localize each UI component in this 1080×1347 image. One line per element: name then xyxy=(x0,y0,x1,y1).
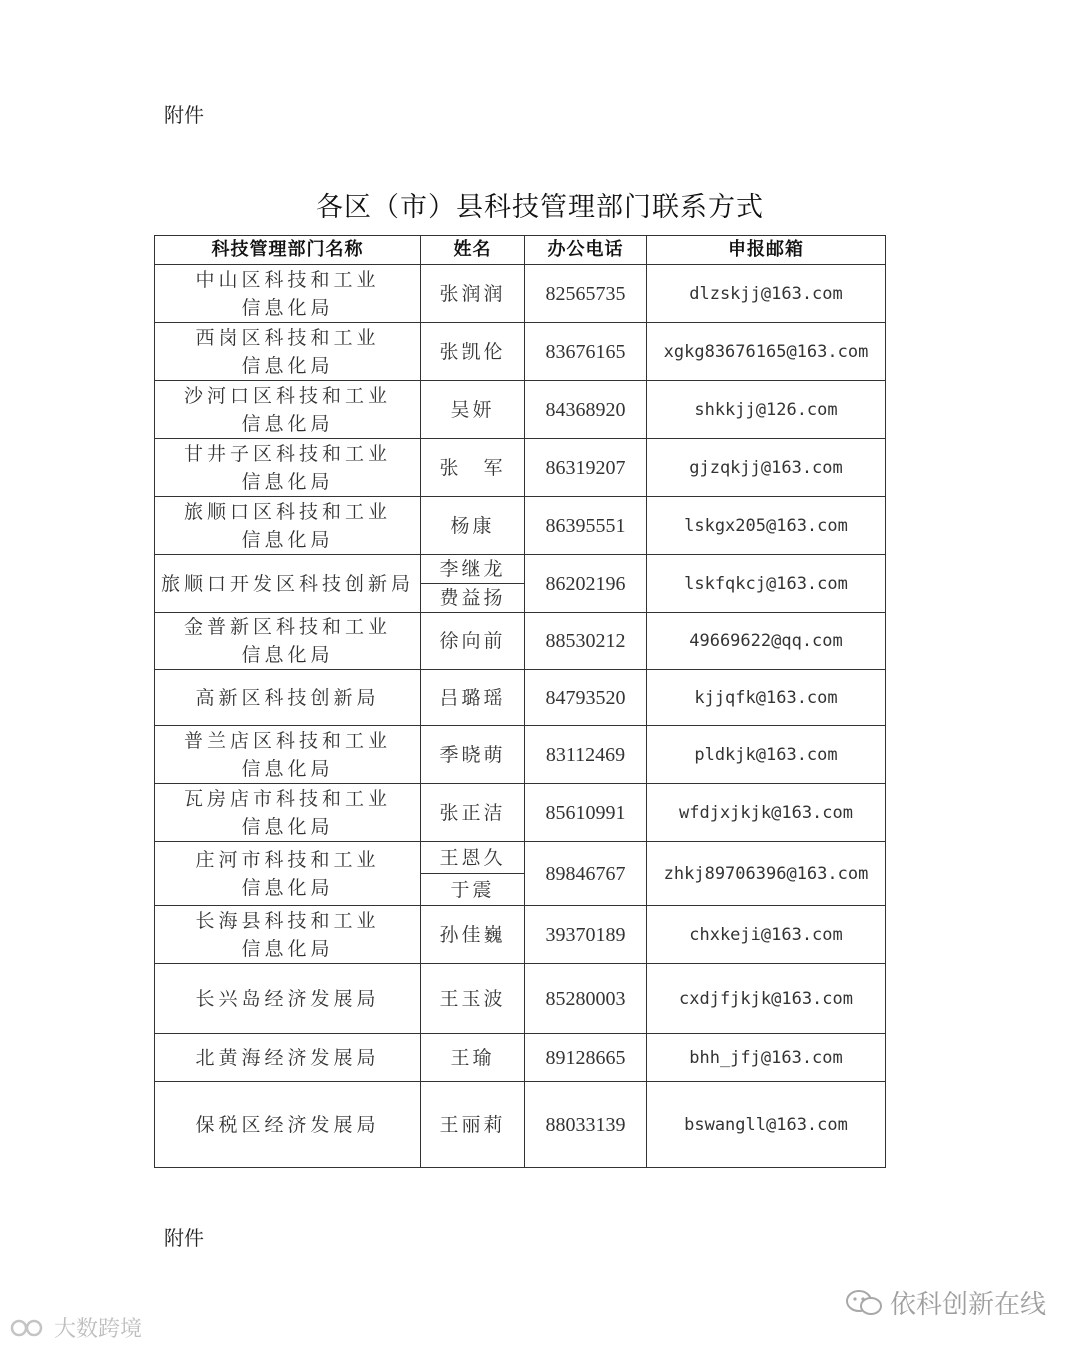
name-cell: 费益扬 xyxy=(421,584,525,613)
name-cell: 吴妍 xyxy=(421,381,525,439)
name-cell: 王丽莉 xyxy=(421,1082,525,1168)
dept-line: 信息化局 xyxy=(241,937,334,960)
header-dept: 科技管理部门名称 xyxy=(155,236,421,265)
phone-cell: 86202196 xyxy=(525,555,647,613)
table-row xyxy=(155,964,886,1034)
name-cell: 张凯伦 xyxy=(421,323,525,381)
name-cell: 季晓萌 xyxy=(421,726,525,784)
dept-line: 信息化局 xyxy=(241,815,334,838)
dept-cell xyxy=(155,1082,421,1168)
dept-line: 沙河口区科技和工业 xyxy=(183,384,391,407)
table-row xyxy=(155,265,886,323)
table-row xyxy=(155,555,886,584)
dept-line: 瓦房店市科技和工业 xyxy=(183,787,391,810)
dept-cell xyxy=(155,670,421,726)
dept-cell xyxy=(155,497,421,555)
name-cell: 张正洁 xyxy=(421,784,525,842)
email-cell: bhh_jfj@163.com xyxy=(647,1034,886,1082)
dept-cell xyxy=(155,842,421,906)
logo-icon xyxy=(10,1317,50,1339)
email-cell: xgkg83676165@163.com xyxy=(647,323,886,381)
phone-cell: 85610991 xyxy=(525,784,647,842)
attachment-label: 附件 xyxy=(164,103,204,127)
email-cell: cxdjfjkjk@163.com xyxy=(647,964,886,1034)
table-row xyxy=(155,323,886,381)
email-cell: wfdjxjkjk@163.com xyxy=(647,784,886,842)
table-row xyxy=(155,381,886,439)
table-row xyxy=(155,1082,886,1168)
phone-cell: 88033139 xyxy=(525,1082,647,1168)
phone-cell: 89846767 xyxy=(525,842,647,906)
phone-cell: 89128665 xyxy=(525,1034,647,1082)
dept-line: 信息化局 xyxy=(241,470,334,493)
dept-line: 甘井子区科技和工业 xyxy=(183,442,391,465)
phone-cell: 82565735 xyxy=(525,265,647,323)
dept-cell xyxy=(155,381,421,439)
dept-line: 高新区科技创新局 xyxy=(195,686,380,709)
watermark-right xyxy=(844,1284,1046,1321)
wechat-icon xyxy=(844,1288,884,1318)
dept-line: 长兴岛经济发展局 xyxy=(195,987,380,1010)
dept-cell xyxy=(155,964,421,1034)
email-cell: lskgx205@163.com xyxy=(647,497,886,555)
dept-line: 长海县科技和工业 xyxy=(195,909,380,932)
dept-line: 信息化局 xyxy=(241,412,334,435)
name-cell: 于震 xyxy=(421,874,525,906)
email-cell: dlzskjj@163.com xyxy=(647,265,886,323)
attachment-label-bottom: 附件 xyxy=(164,1226,204,1250)
dept-cell xyxy=(155,323,421,381)
dept-line: 中山区科技和工业 xyxy=(195,268,380,291)
email-cell: chxkeji@163.com xyxy=(647,906,886,964)
phone-cell: 88530212 xyxy=(525,613,647,670)
table-row xyxy=(155,613,886,670)
dept-line: 信息化局 xyxy=(241,296,334,319)
email-cell: zhkj89706396@163.com xyxy=(647,842,886,906)
dept-cell xyxy=(155,726,421,784)
name-cell: 吕璐瑶 xyxy=(421,670,525,726)
dept-line: 金普新区科技和工业 xyxy=(183,616,391,638)
dept-line: 西岗区科技和工业 xyxy=(195,326,380,349)
table-row xyxy=(155,497,886,555)
dept-line: 信息化局 xyxy=(241,644,334,666)
dept-line: 信息化局 xyxy=(241,528,334,551)
dept-line: 信息化局 xyxy=(241,354,334,377)
dept-cell xyxy=(155,439,421,497)
phone-cell: 84793520 xyxy=(525,670,647,726)
watermark-left-text: 大数跨境 xyxy=(54,1317,143,1342)
dept-line: 普兰店区科技和工业 xyxy=(183,729,391,752)
dept-line: 旅顺口开发区科技创新局 xyxy=(160,572,414,595)
phone-cell: 84368920 xyxy=(525,381,647,439)
dept-line: 旅顺口区科技和工业 xyxy=(183,500,391,523)
table-row xyxy=(155,842,886,874)
header-name: 姓名 xyxy=(421,236,525,265)
dept-cell xyxy=(155,613,421,670)
table-row xyxy=(155,670,886,726)
name-cell: 张 军 xyxy=(421,439,525,497)
document-title: 各区（市）县科技管理部门联系方式 xyxy=(316,192,764,223)
dept-line: 庄河市科技和工业 xyxy=(195,848,380,871)
watermark-right-text: 依科创新在线 xyxy=(889,1290,1046,1320)
header-email: 申报邮箱 xyxy=(647,236,886,265)
phone-cell: 83112469 xyxy=(525,726,647,784)
name-cell: 李继龙 xyxy=(421,555,525,584)
phone-cell: 86395551 xyxy=(525,497,647,555)
email-cell: pldkjk@163.com xyxy=(647,726,886,784)
contact-table xyxy=(154,235,886,1168)
table-row xyxy=(155,784,886,842)
dept-line: 信息化局 xyxy=(241,757,334,780)
email-cell: shkkjj@126.com xyxy=(647,381,886,439)
phone-cell: 83676165 xyxy=(525,323,647,381)
dept-cell xyxy=(155,265,421,323)
table-header-row xyxy=(155,236,886,265)
name-cell: 王恩久 xyxy=(421,842,525,874)
dept-cell xyxy=(155,784,421,842)
table-row xyxy=(155,439,886,497)
email-cell: 49669622@qq.com xyxy=(647,613,886,670)
email-cell: gjzqkjj@163.com xyxy=(647,439,886,497)
name-cell: 徐向前 xyxy=(421,613,525,670)
table-row xyxy=(155,1034,886,1082)
email-cell: kjjqfk@163.com xyxy=(647,670,886,726)
name-cell: 张润润 xyxy=(421,265,525,323)
dept-line: 信息化局 xyxy=(241,876,334,899)
name-cell: 王玉波 xyxy=(421,964,525,1034)
email-cell: lskfqkcj@163.com xyxy=(647,555,886,613)
table-row xyxy=(155,726,886,784)
dept-line: 保税区经济发展局 xyxy=(195,1113,380,1136)
dept-cell xyxy=(155,1034,421,1082)
dept-line: 北黄海经济发展局 xyxy=(195,1046,380,1069)
dept-cell xyxy=(155,555,421,613)
phone-cell: 86319207 xyxy=(525,439,647,497)
phone-cell: 39370189 xyxy=(525,906,647,964)
watermark-left xyxy=(10,1312,142,1343)
email-cell: bswangll@163.com xyxy=(647,1082,886,1168)
name-cell: 孙佳巍 xyxy=(421,906,525,964)
name-cell: 王瑜 xyxy=(421,1034,525,1082)
table-body xyxy=(155,265,886,1168)
dept-cell xyxy=(155,906,421,964)
table-row xyxy=(155,906,886,964)
phone-cell: 85280003 xyxy=(525,964,647,1034)
header-phone: 办公电话 xyxy=(525,236,647,265)
name-cell: 杨康 xyxy=(421,497,525,555)
